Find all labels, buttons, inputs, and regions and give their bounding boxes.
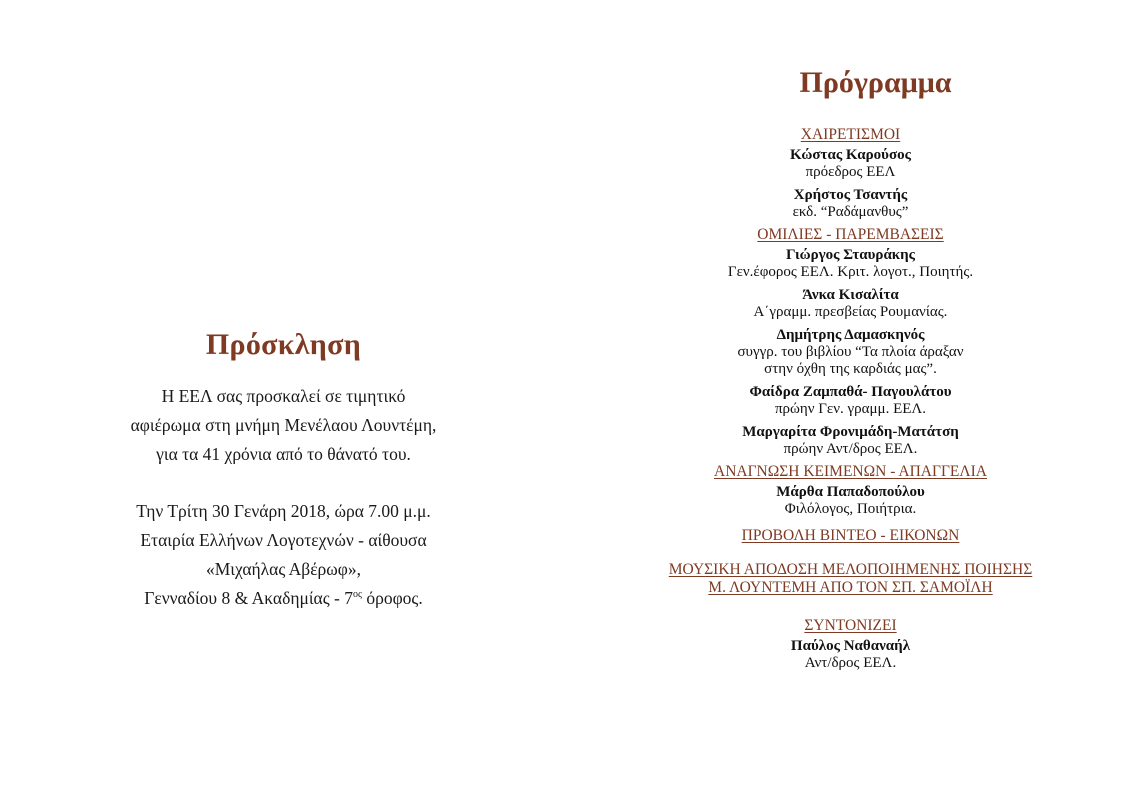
event-date: Την Τρίτη 30 Γενάρη 2018, ώρα 7.00 μ.μ.: [136, 501, 431, 521]
speaker-name: Μαργαρίτα Φρονιμάδη-Ματάτση: [742, 424, 959, 440]
event-venue: Εταιρία Ελλήνων Λογοτεχνών - αίθουσα: [140, 530, 427, 550]
section-heading-music-line2: Μ. ΛΟΥΝΤΕΜΗ ΑΠΟ ΤΟΝ ΣΠ. ΣΑΜΟΪΛΗ: [708, 579, 993, 596]
speaker-role: Α΄γραμμ. πρεσβείας Ρουμανίας.: [753, 304, 948, 320]
speaker-name: Φαίδρα Ζαμπαθά- Παγουλάτου: [749, 384, 952, 400]
speaker-name: Παύλος Ναθαναήλ: [790, 638, 911, 654]
speaker-role: πρώην Αντ/δρος ΕΕΛ.: [783, 441, 918, 457]
speaker-role: συγγρ. του βιβλίου “Τα πλοία άραξαν: [737, 344, 964, 360]
speaker-role: Γεν.έφορος ΕΕΛ. Κριτ. λογοτ., Ποιητής.: [727, 264, 974, 280]
speaker-role-continued: στην όχθη της καρδιάς μας”.: [764, 361, 937, 377]
spacer: [40, 469, 527, 497]
speaker-name: Γιώργος Σταυράκης: [785, 247, 915, 263]
speaker-role: πρόεδρος ΕΕΛ: [805, 164, 896, 180]
speaker-name: Άνκα Κισαλίτα: [802, 287, 899, 303]
speaker-name: Δημήτρης Δαμασκηνός: [776, 327, 925, 343]
speaker-name: Μάρθα Παπαδοπούλου: [776, 484, 925, 500]
program-list: [567, 125, 1134, 678]
invitation-line: Η ΕΕΛ σας προσκαλεί σε τιμητικό: [161, 386, 406, 406]
address-ordinal: ος: [353, 589, 362, 601]
section-heading-music: ΜΟΥΣΙΚΗ ΑΠΟΔΟΣΗ ΜΕΛΟΠΟΙΗΜΕΝΗΣ ΠΟΙΗΣΗΣ: [668, 561, 1033, 578]
speaker-role: Αντ/δρος ΕΕΛ.: [804, 655, 897, 671]
section-heading-greetings: ΧΑΙΡΕΤΙΣΜΟΙ: [800, 126, 901, 143]
program-title: Πρόγραμμα: [799, 66, 952, 99]
speaker-role: πρώην Γεν. γραμμ. ΕΕΛ.: [774, 401, 927, 417]
speaker-name: Χρήστος Τσαντής: [793, 187, 908, 203]
section-heading-reading: ΑΝΑΓΝΩΣΗ ΚΕΙΜΕΝΩΝ - ΑΠΑΓΓΕΛΙΑ: [714, 463, 987, 480]
invitation-line: αφιέρωμα στη μνήμη Μενέλαου Λουντέμη,: [130, 415, 437, 435]
program-panel: [567, 0, 1134, 803]
speaker-role: Φιλόλογος, Ποιήτρια.: [784, 501, 917, 517]
speaker-role: εκδ. “Ραδάμανθυς”: [792, 204, 909, 220]
section-heading-coordinator: ΣΥΝΤΟΝΙΖΕΙ: [804, 617, 897, 634]
event-hall: «Μιχαήλας Αβέρωφ»,: [205, 559, 362, 579]
section-heading-video: ΠΡΟΒΟΛΗ ΒΙΝΤΕΟ - ΕΙΚΟΝΩΝ: [741, 527, 960, 544]
address-end: όροφος.: [361, 588, 423, 608]
section-heading-talks: ΟΜΙΛΙΕΣ - ΠΑΡΕΜΒΑΣΕΙΣ: [757, 226, 944, 243]
invitation-title: Πρόσκληση: [205, 328, 362, 361]
invitation-body: [40, 382, 527, 613]
speaker-name: Κώστας Καρούσος: [790, 147, 911, 163]
address-main: Γενναδίου 8 & Ακαδημίας - 7: [144, 588, 353, 608]
invitation-line: για τα 41 χρόνια από το θάνατό του.: [156, 444, 411, 464]
event-address: [40, 584, 527, 613]
